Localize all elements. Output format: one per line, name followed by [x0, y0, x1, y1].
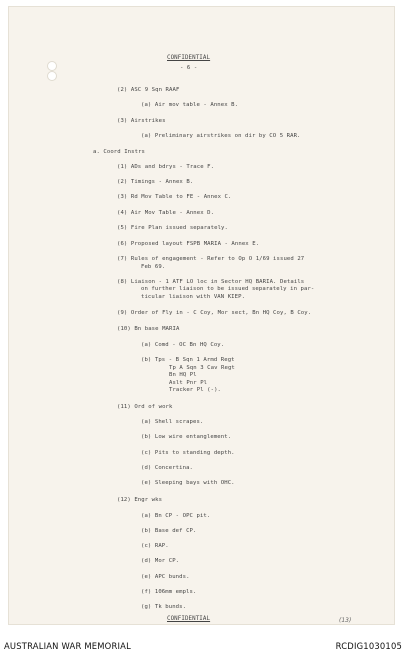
- punch-hole: [47, 61, 57, 71]
- record-id: RCDIG1030105: [335, 641, 402, 651]
- doc-line: (a) Shell scrapes.: [141, 419, 204, 425]
- doc-line: Bn HQ Pl: [169, 372, 197, 378]
- doc-line: (c) Pits to standing depth.: [141, 450, 235, 456]
- doc-line: ticular liaison with VAN KIEP.: [141, 294, 246, 300]
- doc-line: (d) Concertina.: [141, 465, 194, 471]
- doc-line: (c) RAP.: [141, 543, 169, 549]
- doc-line: (10) Bn base MARIA: [117, 326, 180, 332]
- doc-line: (8) Liaison - 1 ATF LO loc in Sector HQ BARIA. Details: [117, 279, 305, 285]
- doc-line: Aslt Pnr Pl: [169, 380, 208, 386]
- doc-line: (b) Base def CP.: [141, 528, 197, 534]
- doc-line: (d) Mor CP.: [141, 558, 180, 564]
- doc-line: Feb 69.: [141, 264, 166, 270]
- doc-line: (3) Rd Mov Table to FE - Annex C.: [117, 194, 232, 200]
- doc-line: Tracker Pl (-).: [169, 387, 222, 393]
- doc-line: a. Coord Instrs: [93, 149, 146, 155]
- archive-footer: [0, 637, 406, 654]
- document-page: [8, 6, 395, 625]
- doc-line: (2) ASC 9 Sqn RAAF: [117, 87, 180, 93]
- doc-line: (e) APC bunds.: [141, 574, 190, 580]
- classification-header: CONFIDENTIAL: [167, 55, 211, 61]
- doc-line: (12) Engr wks: [117, 497, 163, 503]
- doc-line: (a) Preliminary airstrikes on dir by CO 5 RAR.: [141, 133, 301, 139]
- doc-line: (e) Sleeping bays with OHC.: [141, 480, 235, 486]
- doc-line: Tp A Sqn 3 Cav Regt: [169, 365, 235, 371]
- doc-line: (6) Proposed layout FSPB MARIA - Annex E.: [117, 241, 260, 247]
- punch-hole: [47, 71, 57, 81]
- doc-line: (4) Air Mov Table - Annex D.: [117, 210, 215, 216]
- doc-line: (f) 106mm empls.: [141, 589, 197, 595]
- doc-line: (2) Timings - Annex B.: [117, 179, 194, 185]
- page-number: - 6 -: [180, 65, 198, 71]
- institution-name: AUSTRALIAN WAR MEMORIAL: [4, 641, 131, 651]
- doc-line: (7) Rules of engagement - Refer to Op O 1/69 issued 27: [117, 256, 305, 262]
- doc-line: (a) Air mov table - Annex B.: [141, 102, 239, 108]
- doc-line: (3) Airstrikes: [117, 118, 166, 124]
- doc-line: (g) Tk bunds.: [141, 604, 187, 610]
- handwritten-page-note: (13): [339, 617, 352, 624]
- doc-line: (a) Bn CP - OPC pit.: [141, 513, 211, 519]
- doc-line: (5) Fire Plan issued separately.: [117, 225, 228, 231]
- doc-line: (b) Tps - B Sqn 1 Armd Regt: [141, 357, 235, 363]
- doc-line: (1) ADs and bdrys - Trace F.: [117, 164, 215, 170]
- classification-footer: CONFIDENTIAL: [167, 616, 211, 622]
- doc-line: (b) Low wire entanglement.: [141, 434, 232, 440]
- doc-line: on further liaison to be issued separately in par-: [141, 286, 315, 292]
- doc-line: (11) Ord of work: [117, 404, 173, 410]
- doc-line: (a) Comd - OC Bn HQ Coy.: [141, 342, 225, 348]
- doc-line: (9) Order of Fly in - C Coy, Mor sect, Bn HQ Coy, B Coy.: [117, 310, 312, 316]
